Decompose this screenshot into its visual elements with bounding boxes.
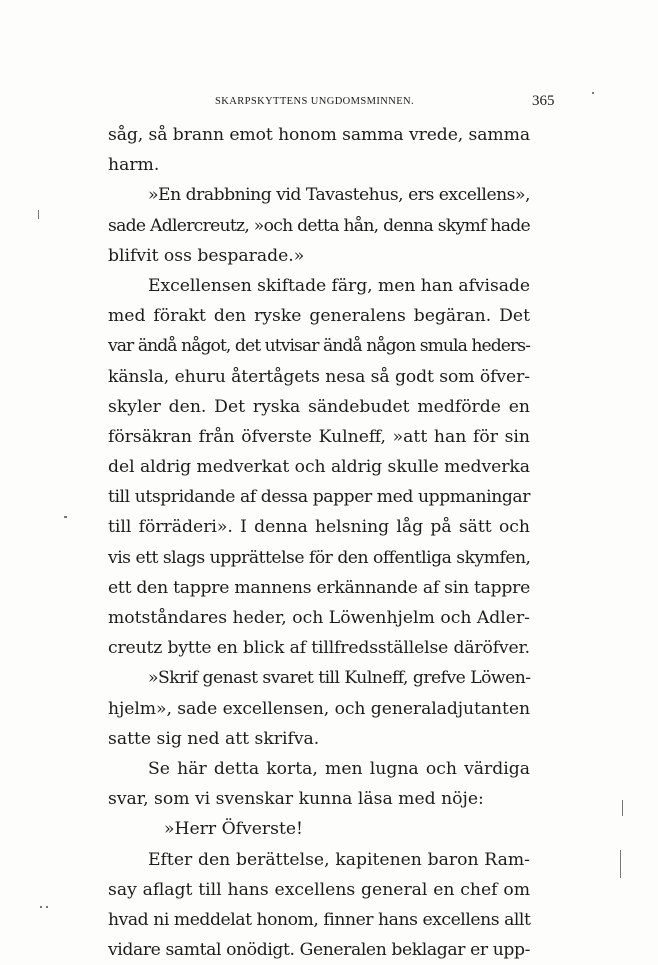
- margin-speck: [622, 800, 623, 816]
- text-line: »Herr Öfverste!: [164, 819, 303, 840]
- text-line: med förakt den ryske generalens begäran. Det: [108, 306, 530, 327]
- text-line: vidare samtal onödigt. Generalen beklagar er upp-: [108, 940, 530, 961]
- margin-speck: [38, 210, 39, 219]
- text-line: såg, så brann emot honom samma vrede, samma: [108, 125, 530, 145]
- text-line: svar, som vi svenskar kunna läsa med nöje:: [108, 789, 484, 810]
- text-line: Excellensen skiftade färg, men han afvisade: [148, 275, 531, 296]
- page-number: 365: [532, 93, 555, 109]
- margin-speck: [64, 516, 67, 518]
- text-line: Se här detta korta, men lugna och värdiga: [148, 758, 530, 779]
- margin-speck: [592, 92, 594, 94]
- text-line: skyler den. Det ryska sändebudet medförde en: [108, 396, 530, 417]
- text-line: känsla, ehuru återtågets nesa så godt som öfver-: [108, 366, 530, 387]
- text-line: till förräderi». I denna helsning låg på sätt och: [108, 517, 530, 538]
- margin-speck: [620, 850, 621, 878]
- text-line: motståndares heder, och Löwenhjelm och Adler-: [108, 608, 530, 628]
- text-line: »En drabbning vid Tavastehus, ers excellens»,: [148, 185, 530, 206]
- text-line: vis ett slags upprättelse för den offentliga skymfen,: [108, 547, 531, 568]
- text-line: ett den tappre mannens erkännande af sin tappre: [108, 577, 531, 598]
- text-line: satte sig ned att skrifva.: [108, 728, 320, 749]
- text-line: hvad ni meddelat honom, finner hans excellens allt: [108, 909, 531, 930]
- text-line: »Skrif genast svaret till Kulneff, grefve Löwen-: [148, 668, 531, 689]
- running-title: SKARPSKYTTENS UNGDOMSMINNEN.: [215, 96, 415, 107]
- text-line: var ändå något, det utvisar ändå någon smula heders-: [108, 336, 530, 357]
- text-line: försäkran från öfverste Kulneff, »att han för sin: [108, 426, 530, 447]
- text-line: Efter den berättelse, kapitenen baron Ram-: [148, 849, 530, 870]
- text-line: hjelm», sade excellensen, och generaladjutanten: [108, 698, 530, 719]
- margin-speck: [40, 906, 42, 908]
- text-line: harm.: [108, 155, 160, 176]
- text-line: del aldrig medverkat och aldrig skulle medverka: [108, 457, 530, 478]
- text-line: till utspridande af dessa papper med uppmaningar: [108, 487, 530, 508]
- margin-speck: [46, 906, 48, 908]
- body-text: [108, 120, 530, 965]
- text-line: creutz bytte en blick af tillfredsställelse däröfver.: [108, 638, 530, 659]
- text-line: say aflagt till hans excellens general en chef om: [108, 879, 530, 900]
- text-line: sade Adlercreutz, »och detta hån, denna skymf hade: [108, 215, 530, 236]
- running-header: [0, 94, 658, 114]
- text-line: blifvit oss besparade.»: [108, 245, 305, 266]
